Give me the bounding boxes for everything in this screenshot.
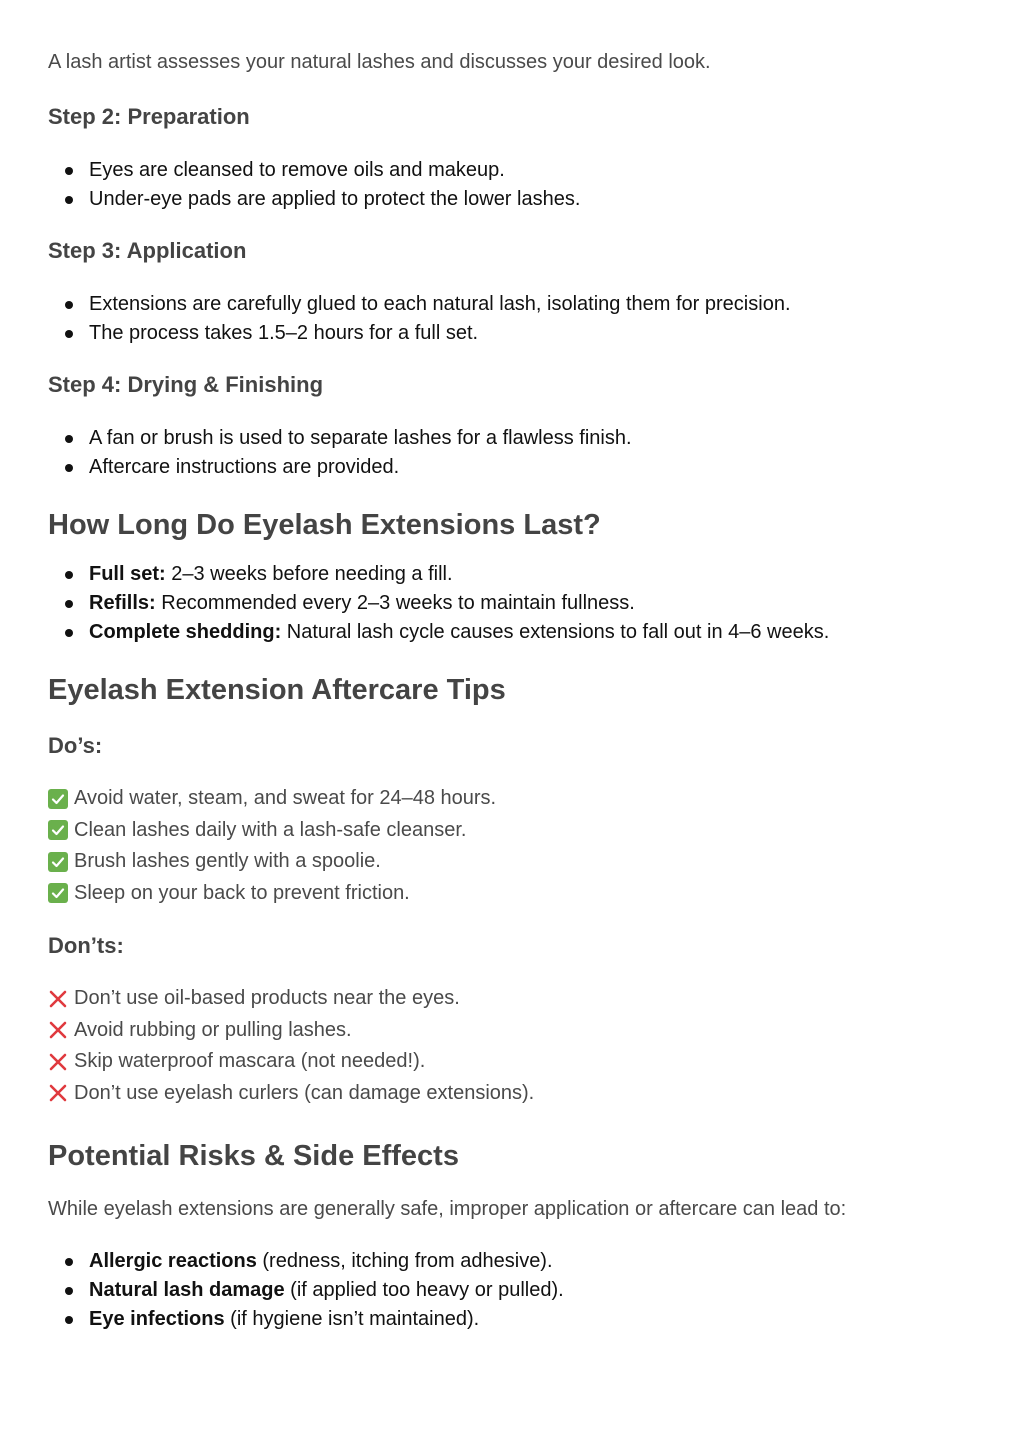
do-item <box>48 783 988 815</box>
donts-heading: Don’ts: <box>48 933 124 958</box>
check-mark-icon <box>48 820 68 840</box>
do-item <box>48 846 988 878</box>
cross-mark-icon <box>48 1020 68 1040</box>
aftercare-heading: Eyelash Extension Aftercare Tips <box>48 674 506 706</box>
do-item <box>48 878 988 910</box>
item-label: Eye infections <box>89 1308 225 1330</box>
item-text: (if hygiene isn’t maintained). <box>224 1308 480 1330</box>
duration-list <box>48 560 988 647</box>
dos-list <box>48 783 988 909</box>
dont-text: Don’t use oil-based products near the eyes. <box>74 987 460 1009</box>
list-item: A fan or brush is used to separate lashes for a flawless finish. <box>48 424 988 453</box>
item-text: (redness, itching from adhesive). <box>256 1250 553 1272</box>
duration-heading: How Long Do Eyelash Extensions Last? <box>48 509 601 541</box>
list-item: Extensions are carefully glued to each natural lash, isolating them for precision. <box>48 290 988 319</box>
item-text: Recommended every 2–3 weeks to maintain fullness. <box>155 592 635 614</box>
list-item: Eyes are cleansed to remove oils and makeup. <box>48 156 988 185</box>
do-text: Brush lashes gently with a spoolie. <box>74 850 381 872</box>
list-item: Aftercare instructions are provided. <box>48 453 988 482</box>
item-label: Refills: <box>89 592 156 614</box>
list-item <box>48 560 988 589</box>
intro-paragraph: A lash artist assesses your natural lashes and discusses your desired look. <box>48 51 711 73</box>
check-mark-icon <box>48 852 68 872</box>
dont-text: Avoid rubbing or pulling lashes. <box>74 1018 352 1041</box>
step4-heading: Step 4: Drying & Finishing <box>48 372 324 397</box>
step4-list <box>48 424 988 482</box>
step3-list <box>48 290 988 348</box>
list-item: The process takes 1.5–2 hours for a full set. <box>48 319 988 348</box>
item-label: Complete shedding: <box>89 621 282 643</box>
do-text: Sleep on your back to prevent friction. <box>74 881 410 904</box>
check-mark-icon <box>48 789 68 809</box>
check-mark-icon <box>48 883 68 903</box>
list-item <box>48 1247 988 1276</box>
step2-list <box>48 156 988 214</box>
list-item: Under-eye pads are applied to protect the lower lashes. <box>48 185 988 214</box>
cross-mark-icon <box>48 1083 68 1103</box>
dont-item <box>48 1015 988 1047</box>
item-label: Natural lash damage <box>89 1279 285 1301</box>
item-text: Natural lash cycle causes extensions to fall out in 4–6 weeks. <box>281 621 830 643</box>
risks-heading: Potential Risks & Side Effects <box>48 1140 459 1172</box>
item-text: 2–3 weeks before needing a fill. <box>165 563 453 585</box>
do-item <box>48 815 988 847</box>
risks-intro: While eyelash extensions are generally safe, improper application or aftercare can lead to: <box>48 1198 847 1220</box>
dont-text: Skip waterproof mascara (not needed!). <box>74 1050 426 1072</box>
dont-item <box>48 983 988 1015</box>
list-item <box>48 1276 988 1305</box>
risks-list <box>48 1247 988 1334</box>
dont-item <box>48 1078 988 1110</box>
donts-list <box>48 983 988 1109</box>
list-item <box>48 1305 988 1334</box>
dos-heading: Do’s: <box>48 733 103 758</box>
item-label: Full set: <box>89 563 166 585</box>
do-text: Clean lashes daily with a lash-safe cleanser. <box>74 818 467 841</box>
cross-mark-icon <box>48 1052 68 1072</box>
item-label: Allergic reactions <box>89 1250 257 1272</box>
dont-item <box>48 1046 988 1078</box>
step3-heading: Step 3: Application <box>48 238 247 263</box>
do-text: Avoid water, steam, and sweat for 24–48 hours. <box>74 787 497 809</box>
item-text: (if applied too heavy or pulled). <box>284 1279 564 1301</box>
list-item <box>48 618 988 647</box>
step2-heading: Step 2: Preparation <box>48 104 250 129</box>
dont-text: Don’t use eyelash curlers (can damage extensions). <box>74 1081 535 1104</box>
article-body <box>48 0 988 1334</box>
cross-mark-icon <box>48 989 68 1009</box>
list-item <box>48 589 988 618</box>
